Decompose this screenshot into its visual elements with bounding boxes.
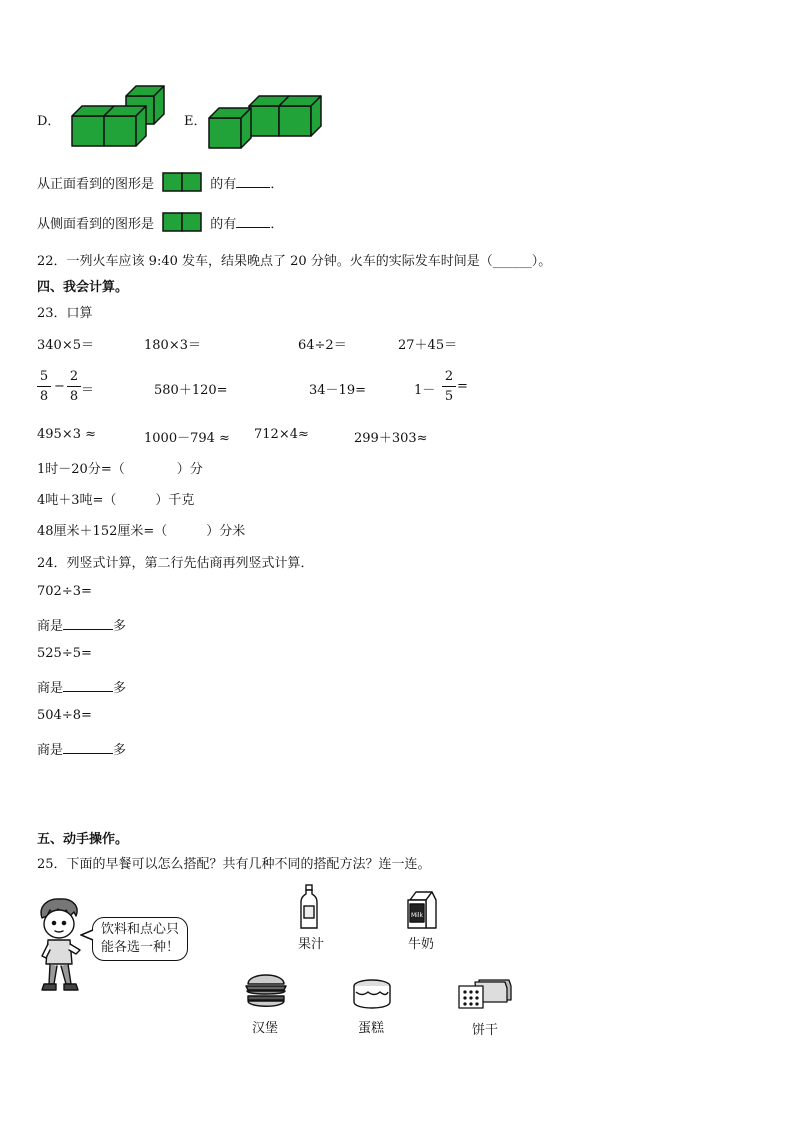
calc-item: 180×3＝ [144, 338, 201, 353]
fraction-2-5: 2 5 [442, 368, 456, 405]
division-item: 702÷3= [37, 584, 92, 599]
option-e-label: E． [184, 114, 207, 129]
conversion-item: 48厘米＋152厘米=（ ）分米 [37, 524, 246, 539]
division-item: 525÷5= [37, 646, 92, 661]
front-view-question: 从正面看到的图形是 的有 ． [37, 172, 283, 194]
snack-label-cake: 蛋糕 [358, 1021, 385, 1036]
drink-label-juice: 果汁 [298, 937, 325, 952]
snack-label-biscuits: 饼干 [472, 1023, 499, 1038]
question-25-title: 25．下面的早餐可以怎么搭配？共有几种不同的搭配方法？连一连。 [37, 857, 431, 872]
speech-bubble: 饮料和点心只 能各选一种！ [92, 917, 188, 961]
cake-icon [352, 978, 392, 1010]
conversion-item: 4吨＋3吨=（ ）千克 [37, 493, 195, 508]
quotient-estimate: 商是 多 [37, 619, 127, 634]
calc-item: 34－19= [309, 383, 366, 398]
quotient-estimate: 商是 多 [37, 743, 127, 758]
answer-blank[interactable] [236, 175, 270, 188]
answer-blank[interactable] [236, 215, 270, 228]
calc-item: 27＋45＝ [398, 338, 458, 353]
drink-label-milk: 牛奶 [408, 937, 435, 952]
calc-item: 64÷2＝ [298, 338, 347, 353]
calc-item: 1－ [414, 383, 436, 398]
milk-carton-icon [406, 890, 438, 930]
question-22: 22．一列火车应该 9:40 发车，结果晚点了 20 分钟。火车的实际发车时间是（______）。 [37, 254, 552, 269]
calc-item: 340×5＝ [37, 338, 94, 353]
side-view-question: 从侧面看到的图形是 的有 ． [37, 212, 283, 234]
hamburger-icon [244, 966, 288, 1010]
cube-figure-e [207, 94, 327, 152]
cube-figure-d [70, 84, 170, 150]
estimate-item: 299＋303≈ [354, 431, 428, 446]
estimate-item: 712×4≈ [254, 427, 309, 442]
quotient-estimate: 商是 多 [37, 681, 127, 696]
answer-blank[interactable] [63, 741, 113, 754]
fraction-5-8: 5 8 [37, 368, 51, 405]
option-d-label: D． [37, 114, 61, 129]
biscuits-icon [457, 976, 513, 1010]
speech-bubble-tail [80, 928, 94, 942]
two-square-icon [162, 172, 202, 192]
fraction-2-8: 2 8 [67, 368, 81, 405]
milk-text: Milk [411, 912, 423, 919]
section-4-heading: 四、我会计算。 [37, 280, 129, 295]
estimate-item: 495×3 ≈ [37, 427, 97, 442]
minus-sign: − [54, 379, 65, 394]
division-item: 504÷8= [37, 708, 92, 723]
equals-sign: ＝ [81, 383, 95, 398]
calc-item: 580＋120= [154, 383, 228, 398]
juice-bottle-icon [300, 884, 318, 930]
snack-label-hamburger: 汉堡 [252, 1021, 279, 1036]
question-23-title: 23．口算 [37, 306, 93, 321]
answer-blank[interactable] [63, 679, 113, 692]
estimate-item: 1000－794 ≈ [144, 431, 230, 446]
two-square-icon [162, 212, 202, 232]
equals-sign: = [457, 379, 468, 394]
question-24-title: 24．列竖式计算，第二行先估商再列竖式计算． [37, 556, 314, 571]
answer-blank[interactable] [63, 617, 113, 630]
boy-illustration-icon [34, 896, 90, 996]
conversion-item: 1时－20分=（ ）分 [37, 462, 203, 477]
section-5-heading: 五、动手操作。 [37, 832, 129, 847]
